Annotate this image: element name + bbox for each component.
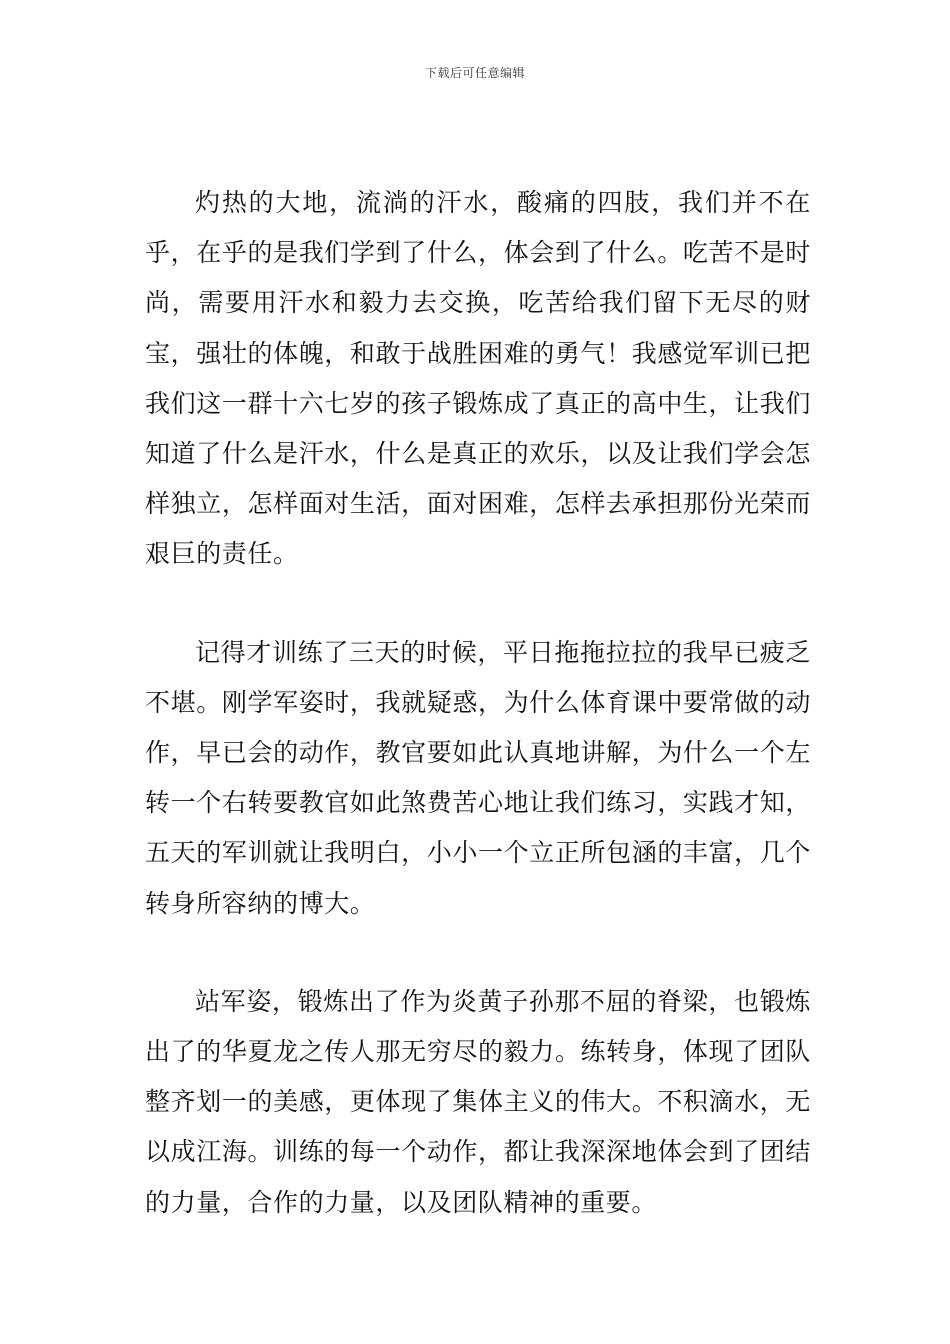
document-body xyxy=(145,178,811,1276)
paragraph-1: 灼热的大地，流淌的汗水，酸痛的四肢，我们并不在乎，在乎的是我们学到了什么，体会到了什么。吃苦不是时尚，需要用汗水和毅力去交换，吃苦给我们留下无尽的财宝，强壮的体魄，和敢于战胜困难的勇气！我感觉军训已把我们这一群十六七岁的孩子锻炼成了真正的高中生，让我们知道了什么是汗水，什么是真正的欢乐，以及让我们学会怎样独立，怎样面对生活，面对困难，怎样去承担那份光荣而艰巨的责任。 xyxy=(145,188,811,569)
paragraph-3: 站军姿，锻炼出了作为炎黄子孙那不屈的脊梁，也锻炼出了的华夏龙之传人那无穷尽的毅力。练转身，体现了团队整齐划一的美感，更体现了集体主义的伟大。不积滴水，无以成江海。训练的每一个动作，都让我深深地体会到了团结的力量，合作的力量，以及团队精神的重要。 xyxy=(145,986,811,1217)
header-note: 下载后可任意编辑 xyxy=(424,66,525,80)
paragraph-2: 记得才训练了三天的时候，平日拖拖拉拉的我早已疲乏不堪。刚学军姿时，我就疑惑，为什么体育课中要常做的动作，早已会的动作，教官要如此认真地讲解，为什么一个左转一个右转要教官如此煞费苦心地让我们练习，实践才知，五天的军训就让我明白，小小一个立正所包涵的丰富，几个转身所容纳的博大。 xyxy=(145,637,811,918)
